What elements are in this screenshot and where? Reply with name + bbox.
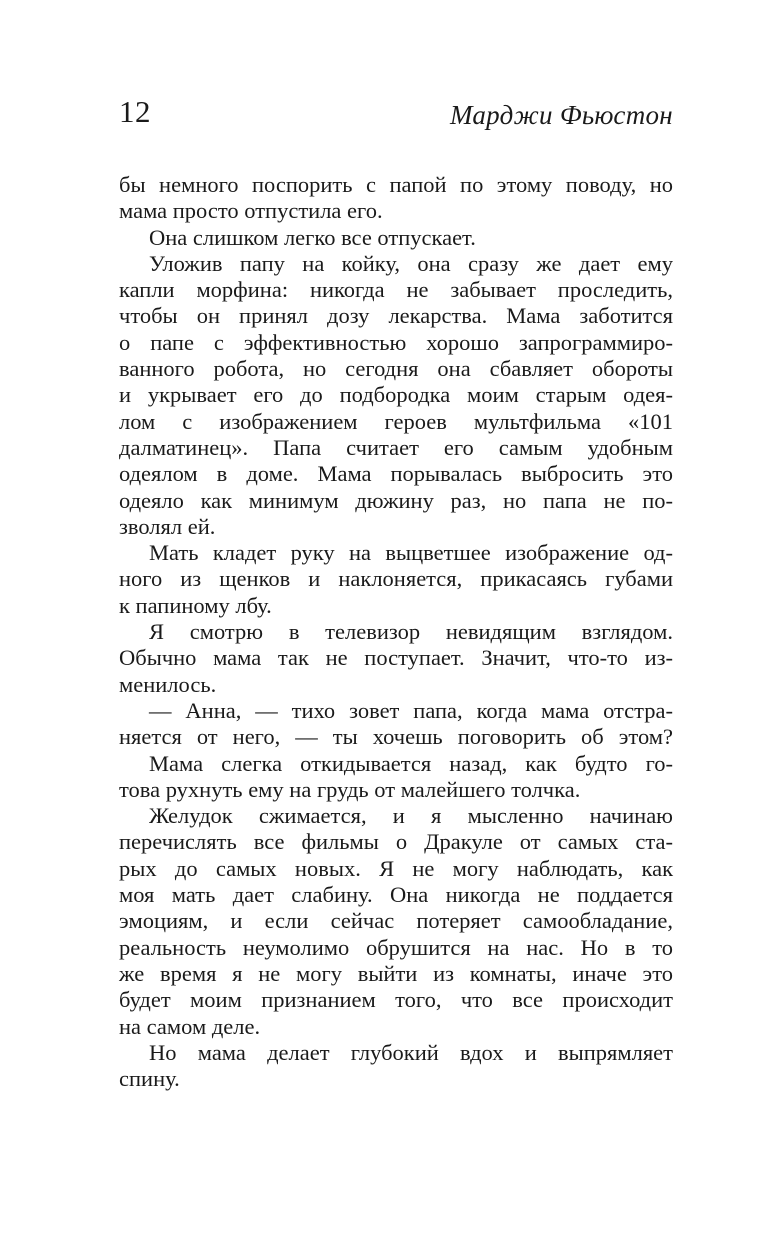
text-line: чтобы он принял дозу лекарства. Мама заботится: [119, 303, 673, 329]
text-line: рых до самых новых. Я не могу наблюдать, как: [119, 855, 673, 881]
text-line: зволял ей.: [119, 513, 216, 539]
running-head-author: Марджи Фьюстон: [449, 100, 673, 130]
text-line: же время я не могу выйти из комнаты, иначе это: [119, 960, 673, 986]
text-line: реальность неумолимо обрушится на нас. Но в то: [119, 934, 673, 960]
text-line: и укрывает его до подбородка моим старым одея-: [119, 382, 673, 408]
text-line: перечислять все фильмы о Дракуле от самых ста-: [119, 829, 673, 855]
text-line: Желудок сжимается, и я мысленно начинаю: [149, 803, 673, 829]
text-line: одеялом в доме. Мама порывалась выбросить это: [119, 461, 673, 487]
text-line: Она слишком легко все отпускает.: [149, 224, 476, 250]
text-line: моя мать дает слабину. Она никогда не поддается: [119, 882, 673, 908]
text-line: Мама слегка откидывается назад, как будто го-: [149, 750, 673, 776]
text-line: Уложив папу на койку, она сразу же дает ему: [149, 250, 673, 276]
text-line: Но мама делает глубокий вдох и выпрямляет: [149, 1039, 673, 1065]
text-line: эмоциям, и если сейчас потеряет самообладание,: [119, 908, 673, 934]
text-line: Обычно мама так не поступает. Значит, что-то из-: [119, 645, 673, 671]
text-line: бы немного поспорить с папой по этому поводу, но: [119, 172, 673, 197]
text-line: к папиному лбу.: [119, 592, 272, 618]
text-line: капли морфина: никогда не забывает проследить,: [119, 277, 673, 303]
text-line: ного из щенков и наклоняется, прикасаясь губами: [119, 566, 673, 592]
page-number: 12: [119, 94, 151, 129]
text-line: Я смотрю в телевизор невидящим взглядом.: [149, 619, 673, 645]
text-line: спину.: [119, 1066, 180, 1092]
text-line: одеяло как минимум дюжину раз, но папа не по-: [119, 487, 673, 513]
text-line: далматинец». Папа считает его самым удобным: [119, 434, 673, 460]
text-line: няется от него, — ты хочешь поговорить об этом?: [119, 724, 673, 750]
text-line: мама просто отпустила его.: [119, 198, 383, 224]
text-line: — Анна, — тихо зовет папа, когда мама отстра-: [149, 697, 673, 723]
text-line: Мать кладет руку на выцветшее изображение од-: [149, 540, 673, 566]
text-line: лом с изображением героев мультфильма «101: [119, 408, 673, 434]
text-line: на самом деле.: [119, 1013, 261, 1039]
body-text: [119, 172, 673, 1092]
text-line: менилось.: [119, 671, 217, 697]
text-line: о папе с эффективностью хорошо запрограммиро-: [119, 329, 673, 355]
text-line: това рухнуть ему на грудь от малейшего толчка.: [119, 776, 581, 802]
text-line: ванного робота, но сегодня она сбавляет обороты: [119, 356, 673, 382]
text-line: будет моим признанием того, что все происходит: [119, 987, 673, 1013]
